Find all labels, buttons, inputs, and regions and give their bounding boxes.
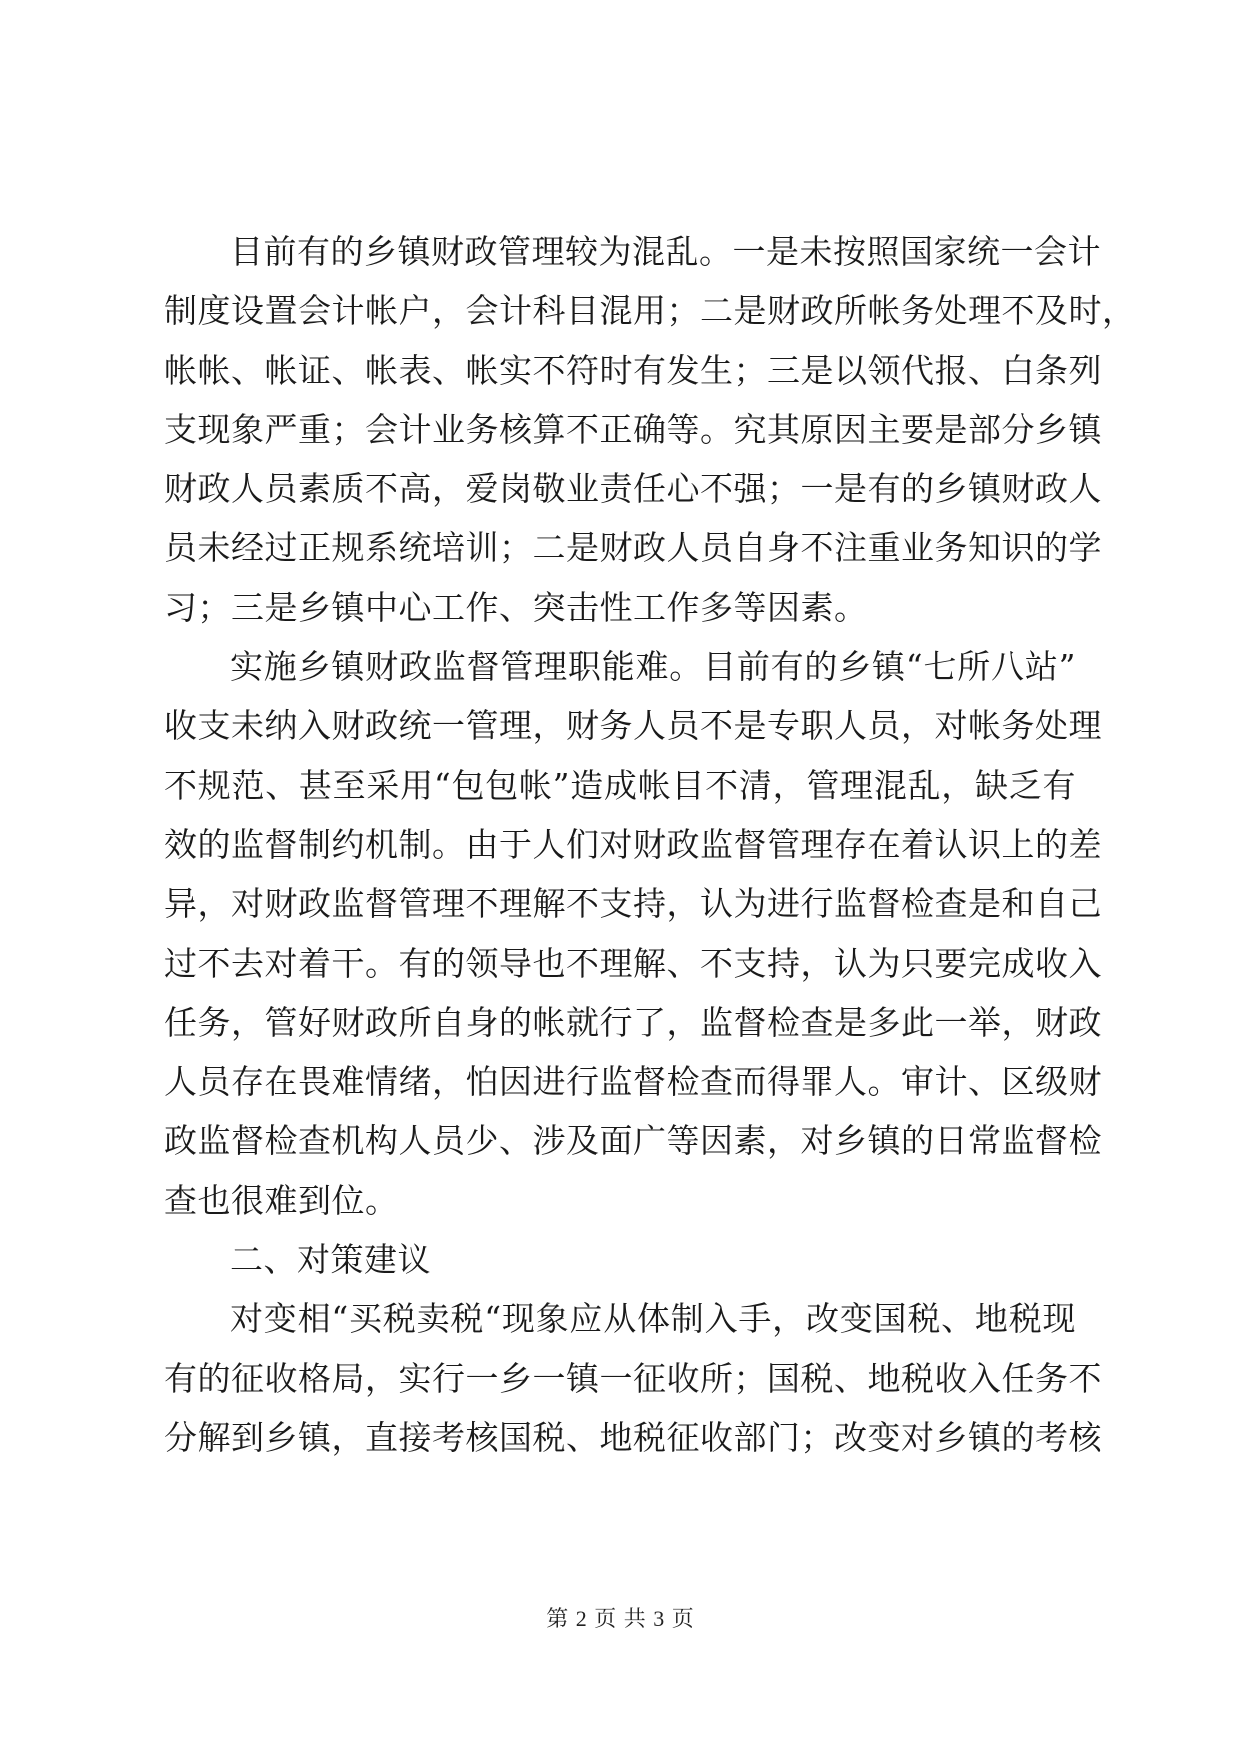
text-line: 制度设置会计帐户，会计科目混用；二是财政所帐务处理不及时， — [164, 291, 1136, 331]
text-line: 不规范、甚至采用“包包帐”造成帐目不清，管理混乱，缺乏有 — [164, 765, 1076, 805]
text-line: 实施乡镇财政监督管理职能难。目前有的乡镇“七所八站” — [230, 647, 1076, 687]
paragraph — [164, 222, 1136, 637]
document-body — [164, 222, 1136, 1467]
text-line: 有的征收格局，实行一乡一镇一征收所；国税、地税收入任务不 — [164, 1358, 1102, 1398]
text-line: 效的监督制约机制。由于人们对财政监督管理存在着认识上的差 — [164, 824, 1102, 864]
text-line: 帐帐、帐证、帐表、帐实不符时有发生；三是以领代报、白条列 — [164, 350, 1102, 390]
text-line: 财政人员素质不高，爱岗敬业责任心不强；一是有的乡镇财政人 — [164, 469, 1102, 509]
paragraph — [164, 637, 1102, 1230]
text-line: 对变相“买税卖税“现象应从体制入手，改变国税、地税现 — [230, 1299, 1076, 1339]
section-heading: 二、对策建议 — [230, 1240, 431, 1280]
text-line: 政监督检查机构人员少、涉及面广等因素，对乡镇的日常监督检 — [164, 1121, 1102, 1161]
page-number-footer: 第 2 页 共 3 页 — [546, 1606, 695, 1631]
text-line: 支现象严重；会计业务核算不正确等。究其原因主要是部分乡镇 — [164, 409, 1102, 449]
paragraph — [164, 1289, 1102, 1467]
text-line: 任务，管好财政所自身的帐就行了，监督检查是多此一举，财政 — [164, 1002, 1102, 1042]
text-line: 异，对财政监督管理不理解不支持，认为进行监督检查是和自己 — [164, 884, 1102, 924]
text-line: 查也很难到位。 — [164, 1180, 399, 1220]
text-line: 习；三是乡镇中心工作、突击性工作多等因素。 — [164, 587, 868, 627]
text-line: 分解到乡镇，直接考核国税、地税征收部门；改变对乡镇的考核 — [164, 1417, 1102, 1457]
text-line: 目前有的乡镇财政管理较为混乱。一是未按照国家统一会计 — [230, 232, 1101, 271]
text-line: 过不去对着干。有的领导也不理解、不支持，认为只要完成收入 — [164, 943, 1102, 983]
text-line: 人员存在畏难情绪，怕因进行监督检查而得罪人。审计、区级财 — [164, 1062, 1102, 1102]
text-line: 收支未纳入财政统一管理，财务人员不是专职人员，对帐务处理 — [164, 706, 1102, 746]
text-line: 员未经过正规系统培训；二是财政人员自身不注重业务知识的学 — [164, 528, 1102, 568]
